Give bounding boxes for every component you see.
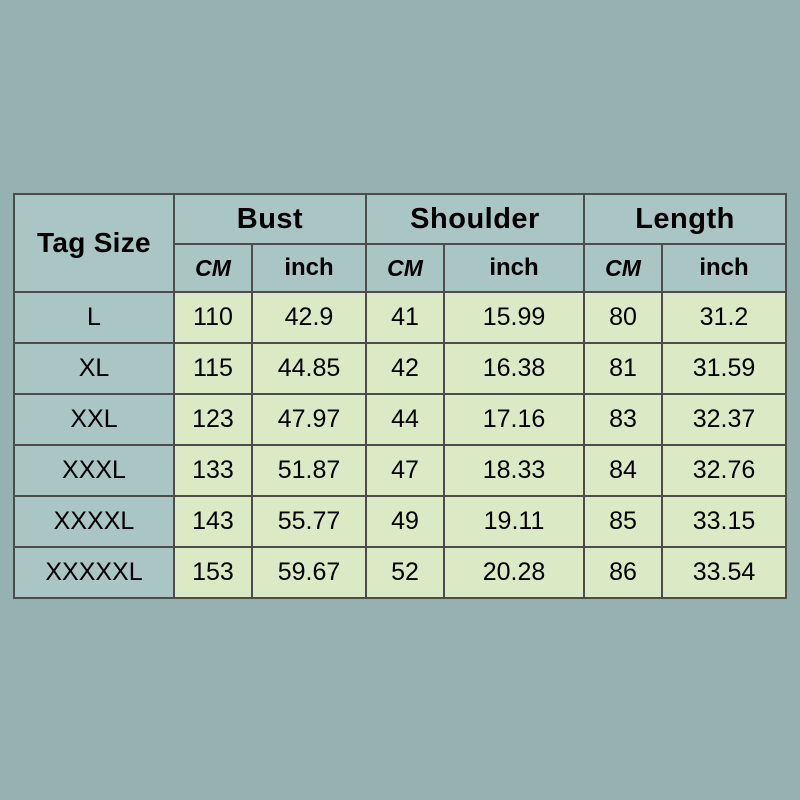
cell-length-inch: 31.2	[662, 292, 786, 343]
cell-bust-cm: 153	[174, 547, 252, 598]
header-bust-inch: inch	[252, 244, 366, 292]
header-bust-cm: CM	[174, 244, 252, 292]
header-length-cm: CM	[584, 244, 662, 292]
size-chart-table	[13, 193, 787, 599]
row-size-label: XXXL	[14, 445, 174, 496]
cell-bust-inch: 44.85	[252, 343, 366, 394]
row-size-label: L	[14, 292, 174, 343]
cell-length-cm: 83	[584, 394, 662, 445]
cell-bust-cm: 143	[174, 496, 252, 547]
cell-length-inch: 32.76	[662, 445, 786, 496]
cell-length-inch: 31.59	[662, 343, 786, 394]
table-row	[14, 496, 786, 547]
row-size-label: XXXXL	[14, 496, 174, 547]
cell-shoulder-cm: 44	[366, 394, 444, 445]
cell-length-inch: 33.54	[662, 547, 786, 598]
cell-length-cm: 80	[584, 292, 662, 343]
cell-shoulder-inch: 16.38	[444, 343, 584, 394]
table-header-group-row	[14, 194, 786, 244]
header-group-length: Length	[584, 194, 786, 244]
cell-shoulder-cm: 42	[366, 343, 444, 394]
header-tag-size: Tag Size	[14, 194, 174, 292]
cell-bust-cm: 123	[174, 394, 252, 445]
cell-bust-cm: 115	[174, 343, 252, 394]
cell-length-inch: 33.15	[662, 496, 786, 547]
cell-shoulder-cm: 52	[366, 547, 444, 598]
cell-length-cm: 84	[584, 445, 662, 496]
cell-bust-inch: 59.67	[252, 547, 366, 598]
cell-length-cm: 81	[584, 343, 662, 394]
header-group-shoulder: Shoulder	[366, 194, 584, 244]
cell-shoulder-cm: 41	[366, 292, 444, 343]
row-size-label: XXL	[14, 394, 174, 445]
cell-shoulder-inch: 18.33	[444, 445, 584, 496]
cell-bust-inch: 47.97	[252, 394, 366, 445]
header-length-inch: inch	[662, 244, 786, 292]
table-row	[14, 292, 786, 343]
cell-shoulder-cm: 49	[366, 496, 444, 547]
table-row	[14, 343, 786, 394]
cell-shoulder-inch: 17.16	[444, 394, 584, 445]
table-row	[14, 547, 786, 598]
cell-bust-inch: 51.87	[252, 445, 366, 496]
row-size-label: XXXXXL	[14, 547, 174, 598]
cell-shoulder-inch: 20.28	[444, 547, 584, 598]
cell-bust-inch: 42.9	[252, 292, 366, 343]
table-row	[14, 394, 786, 445]
cell-shoulder-inch: 19.11	[444, 496, 584, 547]
cell-length-cm: 85	[584, 496, 662, 547]
cell-shoulder-cm: 47	[366, 445, 444, 496]
cell-bust-inch: 55.77	[252, 496, 366, 547]
table-row	[14, 445, 786, 496]
header-shoulder-inch: inch	[444, 244, 584, 292]
cell-length-cm: 86	[584, 547, 662, 598]
cell-length-inch: 32.37	[662, 394, 786, 445]
header-shoulder-cm: CM	[366, 244, 444, 292]
header-group-bust: Bust	[174, 194, 366, 244]
cell-shoulder-inch: 15.99	[444, 292, 584, 343]
cell-bust-cm: 110	[174, 292, 252, 343]
row-size-label: XL	[14, 343, 174, 394]
cell-bust-cm: 133	[174, 445, 252, 496]
